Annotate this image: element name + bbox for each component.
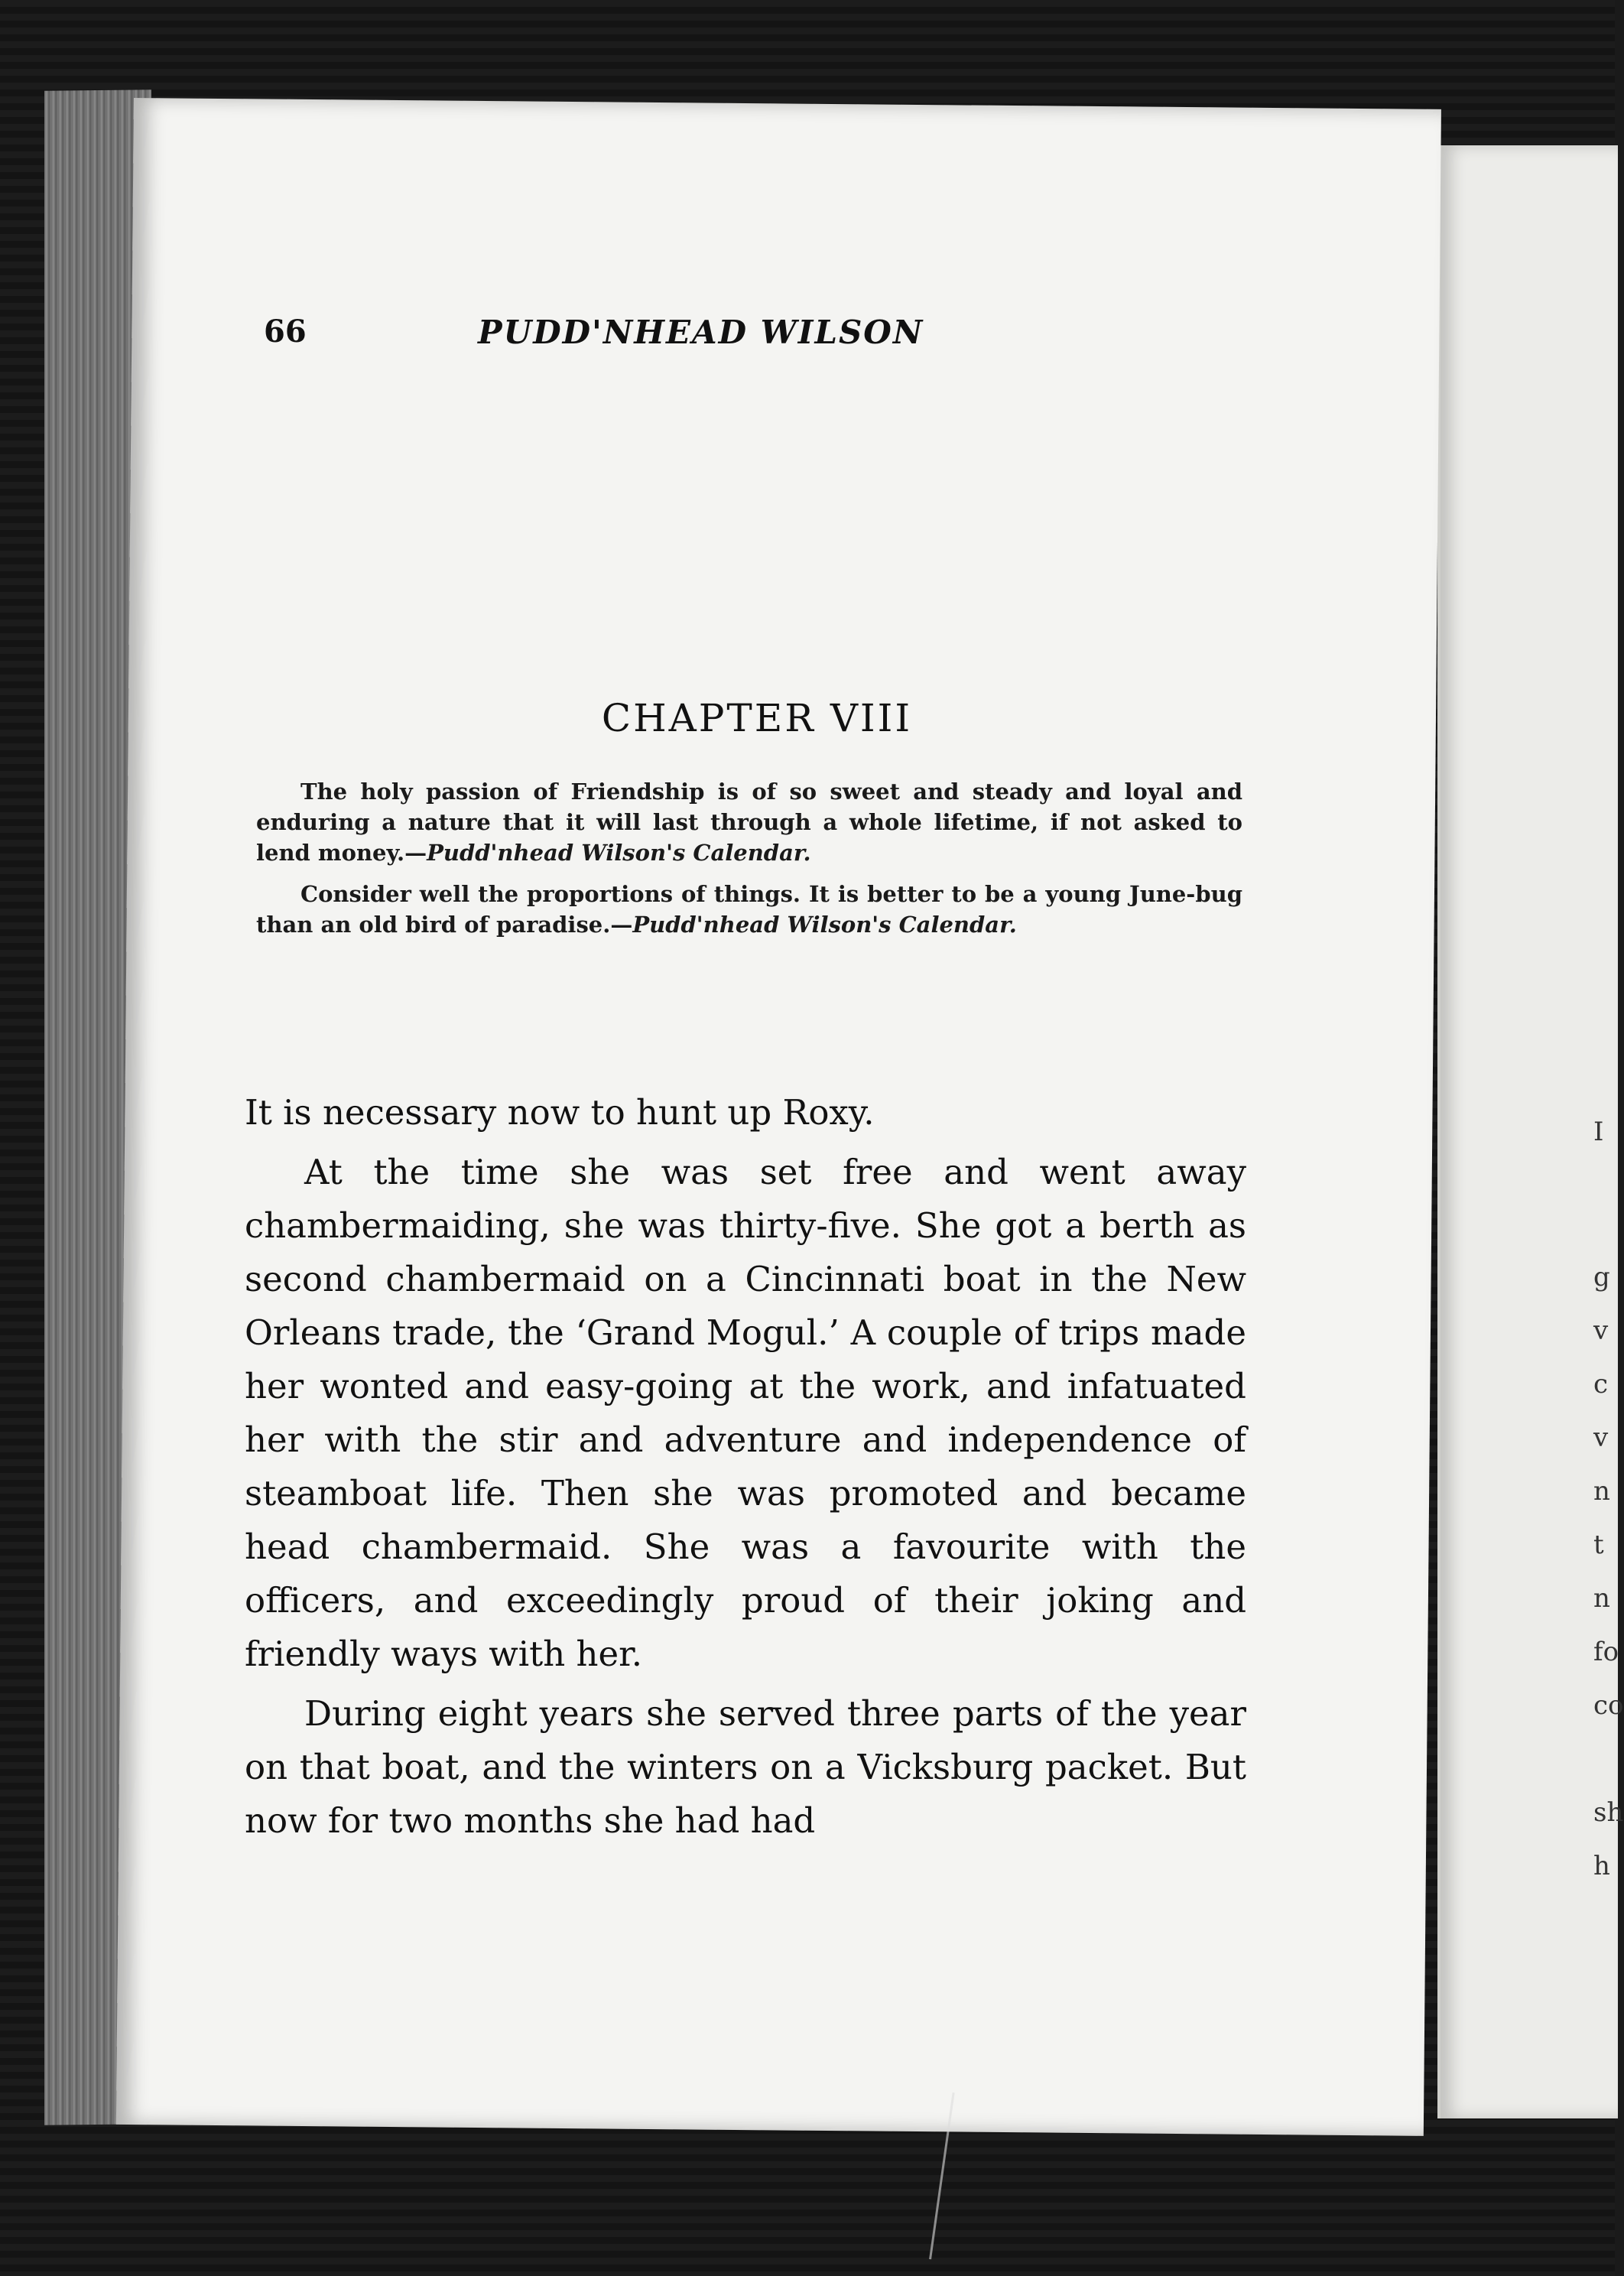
facing-page-fragment: n xyxy=(1593,1476,1610,1507)
epigraph xyxy=(256,879,1242,940)
epigraph-text: Consider well the proportions of things. It is better to be a young June-bug than an old bird of paradise.— xyxy=(256,881,1242,938)
epigraphs xyxy=(256,776,1242,951)
facing-page-fragment: co xyxy=(1593,1690,1624,1721)
facing-page-fragment: v xyxy=(1593,1422,1609,1453)
facing-page-fragment: I xyxy=(1593,1117,1604,1147)
facing-page-fragment: fo xyxy=(1593,1637,1619,1667)
body-text xyxy=(245,1086,1246,1854)
facing-page-fragment: c xyxy=(1593,1369,1609,1400)
facing-page-fragment: h xyxy=(1593,1851,1610,1881)
facing-page-fragment: t xyxy=(1593,1530,1604,1560)
facing-page-fragment: n xyxy=(1593,1583,1610,1614)
page-number: 66 xyxy=(264,314,307,350)
paragraph: During eight years she served three parts of the year on that boat, and the winters on a Vicksburg packet. But now for two months she had had xyxy=(245,1693,1246,1841)
running-title: PUDD'NHEAD WILSON xyxy=(478,314,924,351)
facing-page xyxy=(1437,145,1624,2118)
chapter-title: CHAPTER VIII xyxy=(601,696,913,740)
epigraph-attribution: Pudd'nhead Wilson's Calendar. xyxy=(632,912,1017,938)
epigraph-text: The holy passion of Friendship is of so sweet and steady and loyal and enduring a nature that it will last through a whole lifetime, if not asked to lend money.— xyxy=(256,779,1242,866)
paragraph: It is necessary now to hunt up Roxy. xyxy=(245,1092,875,1133)
facing-page-fragment: g xyxy=(1593,1262,1610,1292)
epigraph-attribution: Pudd'nhead Wilson's Calendar. xyxy=(427,840,811,866)
paragraph: At the time she was set free and went away chambermaiding, she was thirty-five. She got a berth as second chambermaid on a Cincinnati boat in the New Orleans trade, the ‘Grand Mogul.’ A couple of trips made her wonted and easy-going at the work, and infatuated her with the stir and adventure and independence of steamboat life. Then she was promoted and became head chambermaid. She was a favourite with the officers, and exceedingly proud of their joking and friendly ways with her. xyxy=(245,1152,1246,1674)
facing-page-fragment: sh xyxy=(1593,1797,1624,1828)
epigraph xyxy=(256,776,1242,868)
page-header xyxy=(264,314,1258,375)
facing-page-fragment: v xyxy=(1593,1315,1609,1346)
